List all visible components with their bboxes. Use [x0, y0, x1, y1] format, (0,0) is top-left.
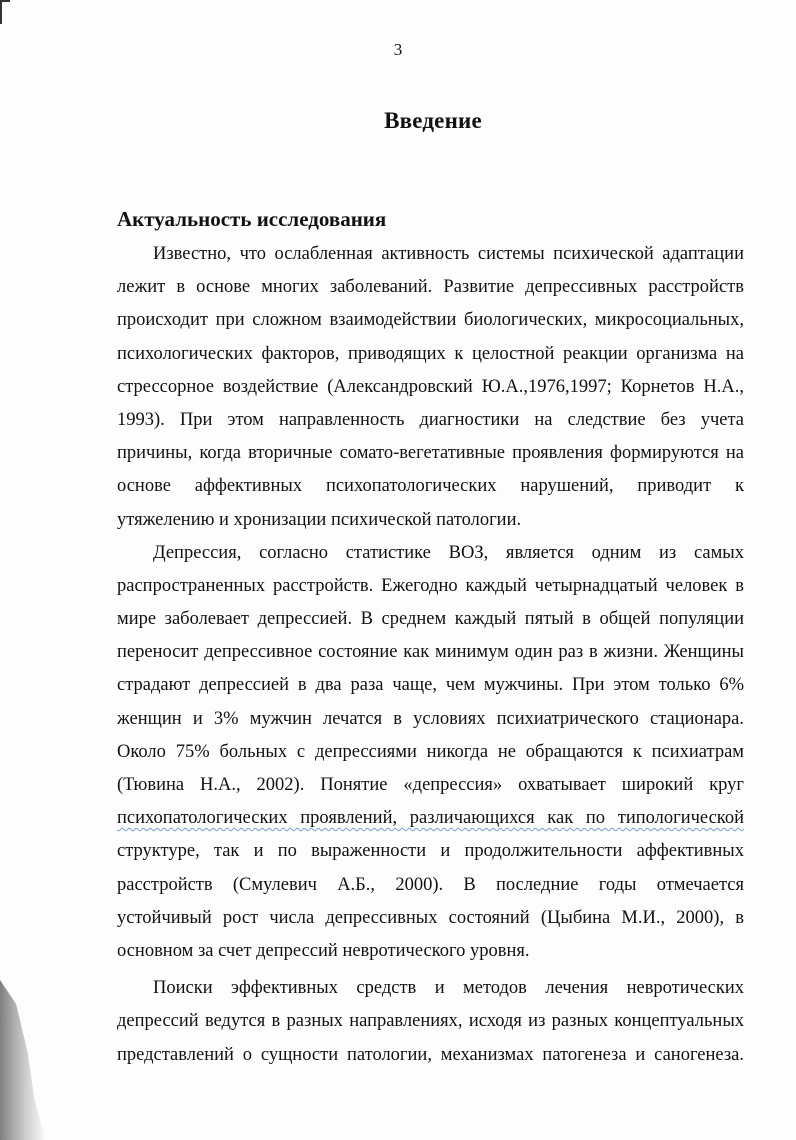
text-line: утяжелению и хронизации психической патологии. [117, 509, 522, 530]
text-line: основном за счет депрессий невротического уровня. [117, 940, 530, 961]
text-line: происходит при сложном взаимодействии биологических, микросоциальных, [117, 310, 744, 331]
scan-corner-mark [0, 0, 10, 24]
text-line: Известно, что ослабленная активность системы психической адаптации [153, 244, 744, 264]
text-line: женщин и 3% мужчин лечатся в условиях психиатрического стационара. [117, 708, 744, 729]
text-line: причины, когда вторичные сомато-вегетативные проявления формируются на [117, 443, 744, 464]
text-line: расстройств (Смулевич А.Б., 2000). В последние годы отмечается [117, 874, 744, 895]
text-line: (Тювина Н.А., 2002). Понятие «депрессия» охватывает широкий круг [117, 775, 744, 795]
text-line: психологических факторов, приводящих к целостной реакции организма на [117, 343, 744, 364]
text-line: стрессорное воздействие (Александровский Ю.А.,1976,1997; Корнетов Н.А., [117, 376, 744, 397]
text-line: распространенных расстройств. Ежегодно каждый четырнадцатый человек в [117, 575, 744, 596]
scan-shadow-edge [0, 980, 46, 1140]
text-line: депрессий ведутся в разных направлениях, исходя из разных концептуальных [117, 1011, 744, 1032]
page-title: Введение [384, 108, 482, 133]
text-line: Около 75% больных с депрессиями никогда не обращаются к психиатрам [117, 741, 744, 762]
text-line-spellcheck-marked: психопатологических проявлений, различающихся как по типологической [117, 808, 744, 829]
text-line: устойчивый рост числа депрессивных состояний (Цыбина М.И., 2000), в [117, 907, 744, 928]
text-line: переносит депрессивное состояние как минимум один раз в жизни. Женщины [117, 642, 744, 663]
body-text [117, 238, 744, 1072]
text-line: основе аффективных психопатологических нарушений, приводит к [117, 476, 744, 497]
text-line: представлений о сущности патологии, механизмах патогенеза и саногенеза. [117, 1044, 744, 1065]
section-heading: Актуальность исследования [117, 207, 387, 231]
text-line: страдают депрессией в два раза чаще, чем мужчины. При этом только 6% [117, 675, 744, 696]
text-line: Депрессия, согласно статистике ВОЗ, является одним из самых [153, 542, 744, 563]
text-line: Поиски эффективных средств и методов лечения невротических [153, 978, 744, 999]
page-number: 3 [393, 40, 403, 59]
text-line: мире заболевает депрессией. В среднем каждый пятый в общей популяции [117, 609, 744, 630]
text-line: 1993). При этом направленность диагностики на следствие без учета [117, 409, 744, 430]
text-line: лежит в основе многих заболеваний. Развитие депрессивных расстройств [117, 277, 744, 298]
text-line: структуре, так и по выраженности и продолжительности аффективных [117, 841, 744, 862]
